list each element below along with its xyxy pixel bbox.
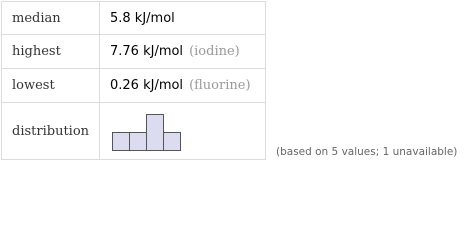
footnote: (based on 5 values; 1 unavailable) xyxy=(276,146,458,158)
histogram-bar xyxy=(113,133,130,151)
histogram-bar xyxy=(164,133,181,151)
distribution-histogram xyxy=(110,109,190,153)
lowest-note: (fluorine) xyxy=(189,78,251,93)
median-value-text: 5.8 kJ/mol xyxy=(110,10,175,26)
highest-row xyxy=(2,35,266,69)
statistics-table xyxy=(1,1,266,160)
histogram-bar xyxy=(147,115,164,151)
lowest-row xyxy=(2,69,266,103)
highest-label: highest xyxy=(2,35,100,69)
histogram-bar xyxy=(130,133,147,151)
distribution-row xyxy=(2,103,266,160)
distribution-cell xyxy=(100,103,266,160)
median-label: median xyxy=(2,2,100,35)
distribution-label: distribution xyxy=(2,103,100,160)
median-value xyxy=(100,2,266,35)
lowest-value-text: 0.26 kJ/mol xyxy=(110,78,184,93)
median-row xyxy=(2,2,266,35)
highest-value-text: 7.76 kJ/mol xyxy=(110,44,184,59)
highest-value xyxy=(100,35,266,69)
lowest-label: lowest xyxy=(2,69,100,103)
highest-note: (iodine) xyxy=(189,44,240,59)
lowest-value xyxy=(100,69,266,103)
